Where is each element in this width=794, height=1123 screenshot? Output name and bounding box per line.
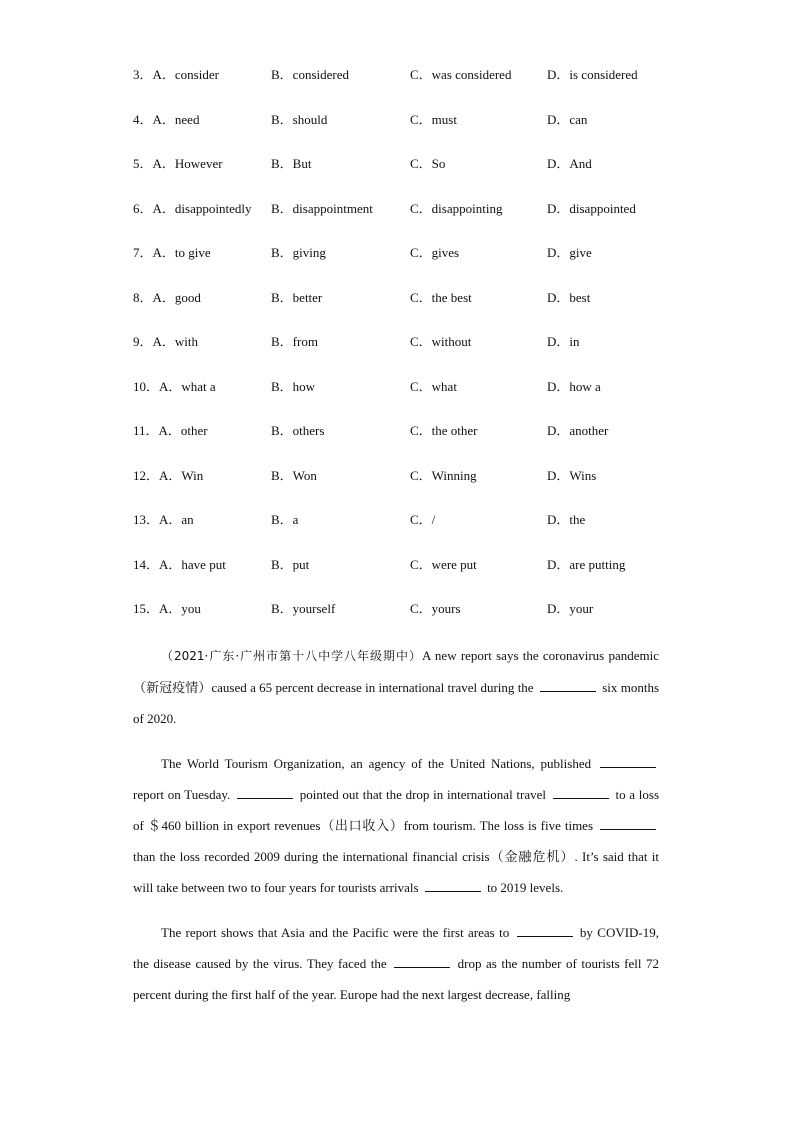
reading-passage (133, 640, 659, 1024)
question-number-and-option-a (133, 420, 208, 442)
option-d[interactable]: D．in (547, 334, 580, 349)
passage-text: A new report says the coronavirus pandemic（新冠疫情）caused a 65 percent decrease in international travel during the (133, 648, 660, 695)
option-b[interactable]: B．yourself (271, 601, 336, 616)
question-number: 14． (133, 556, 160, 572)
answer-blank[interactable] (425, 879, 481, 892)
question-number: 11． (133, 423, 159, 438)
question-number-and-option-a (133, 509, 194, 531)
question-number: 10． (133, 378, 160, 394)
option-a[interactable]: A．what a (159, 378, 216, 394)
question-row (133, 598, 673, 643)
option-b[interactable]: B．from (271, 334, 318, 349)
option-b[interactable]: B．But (271, 156, 312, 171)
option-b[interactable]: B．considered (271, 67, 349, 82)
option-d[interactable]: D．another (547, 423, 609, 438)
answer-blank[interactable] (540, 679, 596, 692)
passage-text: drop as the number of tourists fell 72 percent during the first half of the year. Europe had the next largest decrease, falling (133, 956, 660, 1002)
passage-text: The World Tourism Organization, an agency of the United Nations, published (161, 756, 592, 771)
question-number-and-option-a (133, 376, 216, 398)
question-row (133, 198, 673, 243)
question-number: 4． (133, 111, 153, 127)
option-a[interactable]: A．good (152, 289, 201, 305)
option-d[interactable]: D．is considered (547, 67, 638, 82)
option-b[interactable]: B．giving (271, 245, 326, 260)
question-row (133, 376, 673, 421)
question-number-and-option-a (133, 198, 251, 220)
passage-text: by COVID-19, the disease caused by the virus. They faced the (133, 925, 660, 971)
option-a[interactable]: A．you (159, 601, 201, 616)
option-b[interactable]: B．how (271, 378, 316, 394)
option-c[interactable]: C．the best (410, 289, 472, 305)
option-b[interactable]: B．a (271, 512, 299, 527)
option-a[interactable]: A．However (152, 156, 223, 171)
option-c[interactable]: C．/ (410, 512, 436, 527)
option-c[interactable]: C．the other (410, 423, 478, 438)
question-number-and-option-a (133, 554, 226, 576)
passage-text: report on Tuesday. (133, 787, 231, 802)
question-number-and-option-a (133, 242, 211, 264)
option-d[interactable]: D．how a (547, 378, 601, 394)
question-row (133, 109, 673, 154)
option-d[interactable]: D．Wins (547, 467, 597, 483)
question-number: 13． (133, 512, 160, 527)
option-d[interactable]: D．are putting (547, 556, 626, 572)
question-number-and-option-a (133, 109, 199, 131)
option-b[interactable]: B．disappointment (271, 200, 373, 216)
passage-text: The report shows that Asia and the Pacific were the first areas to (161, 925, 510, 940)
option-c[interactable]: C．yours (410, 601, 461, 616)
option-d[interactable]: D．give (547, 245, 592, 260)
question-number: 5． (133, 156, 153, 171)
option-a[interactable]: A．need (152, 111, 200, 127)
option-c[interactable]: C．without (410, 334, 472, 349)
answer-options (133, 64, 673, 643)
question-number: 6． (133, 200, 153, 216)
option-d[interactable]: D．the (547, 512, 586, 527)
question-number-and-option-a (133, 287, 201, 309)
option-a[interactable]: A．have put (159, 556, 226, 572)
passage-text: pointed out that the drop in international travel (299, 787, 546, 802)
question-number-and-option-a (133, 153, 223, 175)
passage-paragraph-3 (133, 917, 659, 1010)
option-d[interactable]: D．your (547, 601, 594, 616)
question-number-and-option-a (133, 331, 198, 353)
question-row (133, 242, 673, 287)
option-a[interactable]: A．with (152, 334, 199, 349)
question-number-and-option-a (133, 465, 203, 487)
passage-paragraph-1 (133, 640, 659, 734)
question-row (133, 465, 673, 510)
answer-blank[interactable] (394, 955, 450, 968)
option-c[interactable]: C．was considered (410, 67, 512, 82)
passage-text: to 2019 levels. (487, 880, 564, 895)
question-row (133, 287, 673, 332)
option-d[interactable]: D．And (547, 156, 592, 171)
option-a[interactable]: A．disappointedly (152, 200, 252, 216)
option-d[interactable]: D．best (547, 289, 591, 305)
option-c[interactable]: C．So (410, 156, 446, 171)
passage-paragraph-2 (133, 748, 659, 903)
option-d[interactable]: D．disappointed (547, 200, 636, 216)
option-d[interactable]: D．can (547, 111, 588, 127)
question-number-and-option-a (133, 64, 219, 86)
question-number: 3． (133, 67, 153, 82)
option-b[interactable]: B．Won (271, 467, 317, 483)
option-a[interactable]: A．to give (152, 245, 211, 260)
option-a[interactable]: A．Win (159, 467, 204, 483)
option-c[interactable]: C．disappointing (410, 200, 503, 216)
question-number: 8． (133, 289, 153, 305)
option-c[interactable]: C．gives (410, 245, 460, 260)
option-c[interactable]: C．Winning (410, 467, 477, 483)
answer-blank[interactable] (553, 786, 609, 799)
answer-blank[interactable] (237, 786, 293, 799)
answer-blank[interactable] (600, 817, 656, 830)
question-number-and-option-a (133, 598, 201, 620)
question-number: 9． (133, 334, 153, 349)
option-c[interactable]: C．what (410, 378, 457, 394)
answer-blank[interactable] (600, 755, 656, 768)
passage-text: to a loss of ＄460 billion in export revenues（出口收入）from tourism. The loss is five times (133, 787, 660, 833)
option-a[interactable]: A．consider (152, 67, 219, 82)
question-row (133, 331, 673, 376)
option-a[interactable]: A．other (158, 423, 208, 438)
passage-source: （2021·广东·广州市第十八中学八年级期中） (161, 649, 423, 663)
option-c[interactable]: C．were put (410, 556, 477, 572)
option-b[interactable]: B．put (271, 556, 310, 572)
passage-text: six months of 2020. (133, 680, 660, 726)
question-number: 12． (133, 467, 160, 483)
answer-blank[interactable] (517, 924, 573, 937)
question-number: 15． (133, 601, 160, 616)
question-row (133, 554, 673, 599)
option-b[interactable]: B．better (271, 289, 323, 305)
question-row (133, 64, 673, 109)
passage-text: than the loss recorded 2009 during the international financial crisis（金融危机）. It’s said that it will take between two to four years for tourists arrivals (133, 849, 659, 895)
question-row (133, 509, 673, 554)
question-number: 7． (133, 245, 153, 260)
option-c[interactable]: C．must (410, 111, 457, 127)
option-b[interactable]: B．should (271, 111, 328, 127)
question-row (133, 420, 673, 465)
option-b[interactable]: B．others (271, 423, 325, 438)
option-a[interactable]: A．an (159, 512, 194, 527)
question-row (133, 153, 673, 198)
